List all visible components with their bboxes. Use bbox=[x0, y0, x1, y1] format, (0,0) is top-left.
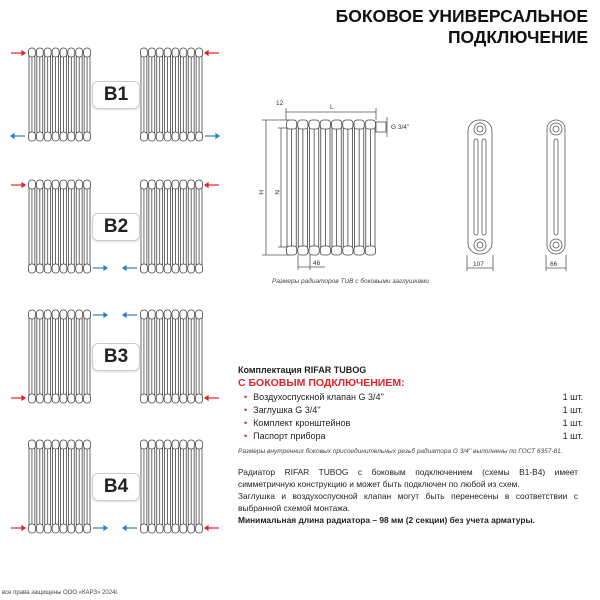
radiator-cap bbox=[172, 180, 179, 189]
radiator-cap bbox=[52, 180, 59, 189]
dimension-drawing bbox=[250, 95, 600, 275]
radiator-cap bbox=[298, 246, 308, 255]
radiator-cap bbox=[29, 310, 36, 319]
radiator-cap bbox=[164, 264, 171, 273]
radiator-cap bbox=[188, 264, 195, 273]
radiator-cap bbox=[164, 394, 171, 403]
return-arrow-icon bbox=[123, 526, 137, 530]
supply-arrow-icon bbox=[205, 51, 219, 55]
radiator-cap bbox=[60, 180, 67, 189]
radiator-cap bbox=[164, 132, 171, 141]
radiator-cap bbox=[68, 264, 75, 273]
radiator-cap bbox=[36, 440, 43, 449]
kit-section bbox=[238, 365, 583, 455]
kit-heading: Комплектация RIFAR TUBOG bbox=[238, 365, 367, 375]
radiator-cap bbox=[76, 132, 83, 141]
radiator-cap bbox=[68, 310, 75, 319]
kit-item-qty: 1 шт. bbox=[562, 418, 583, 428]
radiator-cap bbox=[180, 440, 187, 449]
radiator-cap bbox=[29, 180, 36, 189]
radiator-cap bbox=[141, 264, 148, 273]
radiator-cap bbox=[36, 132, 43, 141]
radiator-cap bbox=[44, 310, 51, 319]
radiator-cap bbox=[141, 132, 148, 141]
radiator-cap bbox=[84, 48, 91, 57]
radiator bbox=[29, 310, 91, 403]
radiator-cap bbox=[36, 394, 43, 403]
radiator-cap bbox=[354, 246, 364, 255]
radiator-cap bbox=[52, 440, 59, 449]
radiator-cap bbox=[148, 524, 155, 533]
radiator-cap bbox=[68, 180, 75, 189]
radiator-cap bbox=[156, 48, 163, 57]
radiator-cap bbox=[172, 310, 179, 319]
supply-arrow-icon bbox=[11, 526, 25, 530]
radiator-cap bbox=[188, 524, 195, 533]
kit-item bbox=[238, 418, 583, 431]
scheme-label-b2: B2 bbox=[92, 213, 140, 241]
return-arrow-icon bbox=[93, 266, 107, 270]
radiator-cap bbox=[196, 132, 203, 141]
radiator-cap bbox=[141, 524, 148, 533]
radiator-cap bbox=[196, 264, 203, 273]
radiator-cap bbox=[76, 310, 83, 319]
radiator-cap bbox=[76, 394, 83, 403]
description-p2: Заглушка и воздухоспускной клапан могут быть перенесены в соответствии с выбранной схемой монтажа. bbox=[238, 491, 578, 513]
title-line-1: БОКОВОЕ УНИВЕРСАЛЬНОЕ bbox=[335, 6, 588, 26]
kit-item-name: • Паспорт прибора bbox=[244, 431, 326, 444]
return-arrow-icon bbox=[123, 313, 137, 317]
radiator-cap bbox=[68, 440, 75, 449]
radiator-cap bbox=[84, 132, 91, 141]
return-arrow-icon bbox=[93, 313, 107, 317]
radiator-cap bbox=[76, 48, 83, 57]
radiator-cap bbox=[196, 440, 203, 449]
return-arrow-icon bbox=[123, 266, 137, 270]
radiator-cap bbox=[141, 48, 148, 57]
return-arrow-icon bbox=[93, 526, 107, 530]
supply-arrow-icon bbox=[11, 183, 25, 187]
title-line-2: ПОДКЛЮЧЕНИЕ bbox=[447, 27, 588, 47]
radiator-cap bbox=[76, 264, 83, 273]
radiator-cap bbox=[164, 180, 171, 189]
dim-L: L bbox=[330, 104, 334, 111]
scheme-label-b3: B3 bbox=[92, 343, 140, 371]
radiator-cap bbox=[343, 246, 353, 255]
radiator-cap bbox=[52, 524, 59, 533]
radiator-cap bbox=[29, 394, 36, 403]
kit-item bbox=[238, 431, 583, 444]
return-arrow-icon bbox=[11, 134, 25, 138]
radiator-cap bbox=[36, 264, 43, 273]
radiator bbox=[29, 48, 91, 141]
radiator-cap bbox=[180, 524, 187, 533]
radiator-cap bbox=[172, 48, 179, 57]
radiator-cap bbox=[141, 180, 148, 189]
radiator-cap bbox=[141, 394, 148, 403]
radiator bbox=[141, 48, 203, 141]
radiator-cap bbox=[156, 394, 163, 403]
radiator-cap bbox=[156, 132, 163, 141]
radiator-cap bbox=[164, 310, 171, 319]
radiator-cap bbox=[36, 180, 43, 189]
radiator-cap bbox=[156, 180, 163, 189]
radiator-cap bbox=[156, 264, 163, 273]
radiator-cap bbox=[44, 524, 51, 533]
radiator-cap bbox=[44, 394, 51, 403]
scheme-label-b4: B4 bbox=[92, 473, 140, 501]
radiator-cap bbox=[44, 264, 51, 273]
kit-item-qty: 1 шт. bbox=[562, 431, 583, 441]
radiator-cap bbox=[180, 310, 187, 319]
radiator-cap bbox=[60, 440, 67, 449]
kit-subheading: С БОКОВЫМ ПОДКЛЮЧЕНИЕМ: bbox=[238, 377, 405, 389]
supply-arrow-icon bbox=[11, 51, 25, 55]
radiator-cap bbox=[196, 310, 203, 319]
radiator-cap bbox=[52, 48, 59, 57]
radiator-cap bbox=[68, 48, 75, 57]
radiator-cap bbox=[52, 310, 59, 319]
radiator bbox=[141, 440, 203, 533]
dim-107: 107 bbox=[473, 261, 484, 268]
radiator-cap bbox=[148, 132, 155, 141]
radiator bbox=[141, 310, 203, 403]
dim-H: H bbox=[257, 190, 264, 195]
radiator-cap bbox=[309, 120, 319, 129]
radiator-cap bbox=[298, 120, 308, 129]
radiator-cap bbox=[84, 180, 91, 189]
radiator-cap bbox=[172, 394, 179, 403]
radiator-cap bbox=[365, 120, 375, 129]
radiator-cap bbox=[36, 524, 43, 533]
radiator-cap bbox=[29, 264, 36, 273]
supply-arrow-icon bbox=[11, 396, 25, 400]
radiator-cap bbox=[164, 48, 171, 57]
radiator-cap bbox=[148, 264, 155, 273]
radiator-cap bbox=[188, 48, 195, 57]
kit-item-name: • Заглушка G 3/4'' bbox=[244, 405, 321, 418]
radiator-cap bbox=[343, 120, 353, 129]
supply-arrow-icon bbox=[205, 526, 219, 530]
radiator-cap bbox=[196, 180, 203, 189]
radiator-cap bbox=[68, 132, 75, 141]
radiator-cap bbox=[29, 440, 36, 449]
radiator bbox=[141, 180, 203, 273]
radiator-cap bbox=[141, 310, 148, 319]
radiator-cap bbox=[76, 524, 83, 533]
dim-66: 66 bbox=[550, 261, 558, 268]
radiator-cap bbox=[29, 48, 36, 57]
radiator-cap bbox=[68, 394, 75, 403]
radiator-cap bbox=[52, 132, 59, 141]
kit-item-name: • Комплект кронштейнов bbox=[244, 418, 350, 431]
radiator-cap bbox=[164, 440, 171, 449]
radiator-cap bbox=[320, 246, 330, 255]
radiator-cap bbox=[196, 524, 203, 533]
radiator-cap bbox=[188, 440, 195, 449]
radiator-cap bbox=[76, 180, 83, 189]
radiator-cap bbox=[84, 264, 91, 273]
radiator bbox=[287, 120, 376, 255]
return-arrow-icon bbox=[205, 134, 219, 138]
radiator-cap bbox=[68, 524, 75, 533]
radiator-cap bbox=[180, 48, 187, 57]
scheme-label-b1: B1 bbox=[92, 81, 140, 109]
radiator-cap bbox=[36, 48, 43, 57]
radiator-cap bbox=[44, 440, 51, 449]
kit-item bbox=[238, 405, 583, 418]
radiator-cap bbox=[84, 524, 91, 533]
copyright-footer: все права защищены ООО «КАРЗ» 2024г. bbox=[2, 590, 119, 596]
radiator-cap bbox=[44, 132, 51, 141]
radiator-cap bbox=[365, 246, 375, 255]
radiator-cap bbox=[60, 48, 67, 57]
radiator-cap bbox=[172, 440, 179, 449]
radiator-cap bbox=[354, 120, 364, 129]
radiator-cap bbox=[287, 246, 297, 255]
supply-arrow-icon bbox=[205, 183, 219, 187]
radiator bbox=[29, 440, 91, 533]
radiator-cap bbox=[196, 48, 203, 57]
radiator-cap bbox=[148, 394, 155, 403]
radiator-cap bbox=[287, 120, 297, 129]
radiator-cap bbox=[60, 132, 67, 141]
dim-12: 12 bbox=[276, 100, 284, 107]
description bbox=[238, 466, 578, 526]
radiator-cap bbox=[172, 524, 179, 533]
radiator-cap bbox=[180, 132, 187, 141]
radiator-cap bbox=[320, 120, 330, 129]
radiator-cap bbox=[44, 48, 51, 57]
radiator-cap bbox=[84, 394, 91, 403]
radiator-cap bbox=[148, 440, 155, 449]
radiator-cap bbox=[188, 132, 195, 141]
radiator-cap bbox=[188, 180, 195, 189]
radiator-cap bbox=[52, 264, 59, 273]
radiator-cap bbox=[60, 264, 67, 273]
radiator-cap bbox=[29, 524, 36, 533]
radiator-cap bbox=[60, 394, 67, 403]
radiator-cap bbox=[44, 180, 51, 189]
radiator-cap bbox=[60, 524, 67, 533]
radiator-cap bbox=[29, 132, 36, 141]
radiator-cap bbox=[148, 180, 155, 189]
dim-N: N bbox=[273, 190, 280, 195]
radiator-cap bbox=[36, 310, 43, 319]
radiator-cap bbox=[188, 394, 195, 403]
kit-item-name: • Воздухоспускной клапан G 3/4'' bbox=[244, 392, 384, 405]
dim-thread: G 3/4'' bbox=[391, 124, 410, 131]
description-p1: Радиатор RIFAR TUBOG с боковым подключением (схемы В1-В4) имеет симметричную конструкцию и может быть подключен по любой из схем. bbox=[238, 467, 578, 489]
radiator-cap bbox=[156, 440, 163, 449]
supply-arrow-icon bbox=[205, 396, 219, 400]
radiator-cap bbox=[332, 246, 342, 255]
radiator-cap bbox=[172, 264, 179, 273]
radiator-cap bbox=[52, 394, 59, 403]
page-title bbox=[336, 6, 588, 48]
radiator-cap bbox=[141, 440, 148, 449]
radiator bbox=[29, 180, 91, 273]
radiator-cap bbox=[188, 310, 195, 319]
dim-46: 46 bbox=[313, 260, 321, 267]
kit-item-qty: 1 шт. bbox=[562, 405, 583, 415]
radiator-cap bbox=[84, 440, 91, 449]
radiator-cap bbox=[148, 310, 155, 319]
radiator-cap bbox=[180, 394, 187, 403]
radiator-cap bbox=[309, 246, 319, 255]
radiator-cap bbox=[76, 440, 83, 449]
description-p3: Минимальная длина радиатора – 98 мм (2 секции) без учета арматуры. bbox=[238, 515, 535, 525]
drawing-caption: Размеры радиаторов TUB с боковыми заглушками bbox=[272, 278, 430, 285]
radiator-cap bbox=[156, 310, 163, 319]
kit-note: Размеры внутренних боковых присоединительных резьб радиатора G 3/4'' выполнены по ГОСТ 6357-81. bbox=[238, 448, 563, 455]
radiator-cap bbox=[172, 132, 179, 141]
radiator-cap bbox=[84, 310, 91, 319]
kit-item bbox=[238, 392, 583, 405]
radiator-cap bbox=[148, 48, 155, 57]
radiator-cap bbox=[196, 394, 203, 403]
radiator-cap bbox=[332, 120, 342, 129]
radiator-cap bbox=[180, 264, 187, 273]
radiator-cap bbox=[60, 310, 67, 319]
radiator-front-view bbox=[287, 120, 376, 255]
radiator-cap bbox=[156, 524, 163, 533]
radiator-cap bbox=[164, 524, 171, 533]
radiator-cap bbox=[180, 180, 187, 189]
kit-item-qty: 1 шт. bbox=[562, 392, 583, 402]
